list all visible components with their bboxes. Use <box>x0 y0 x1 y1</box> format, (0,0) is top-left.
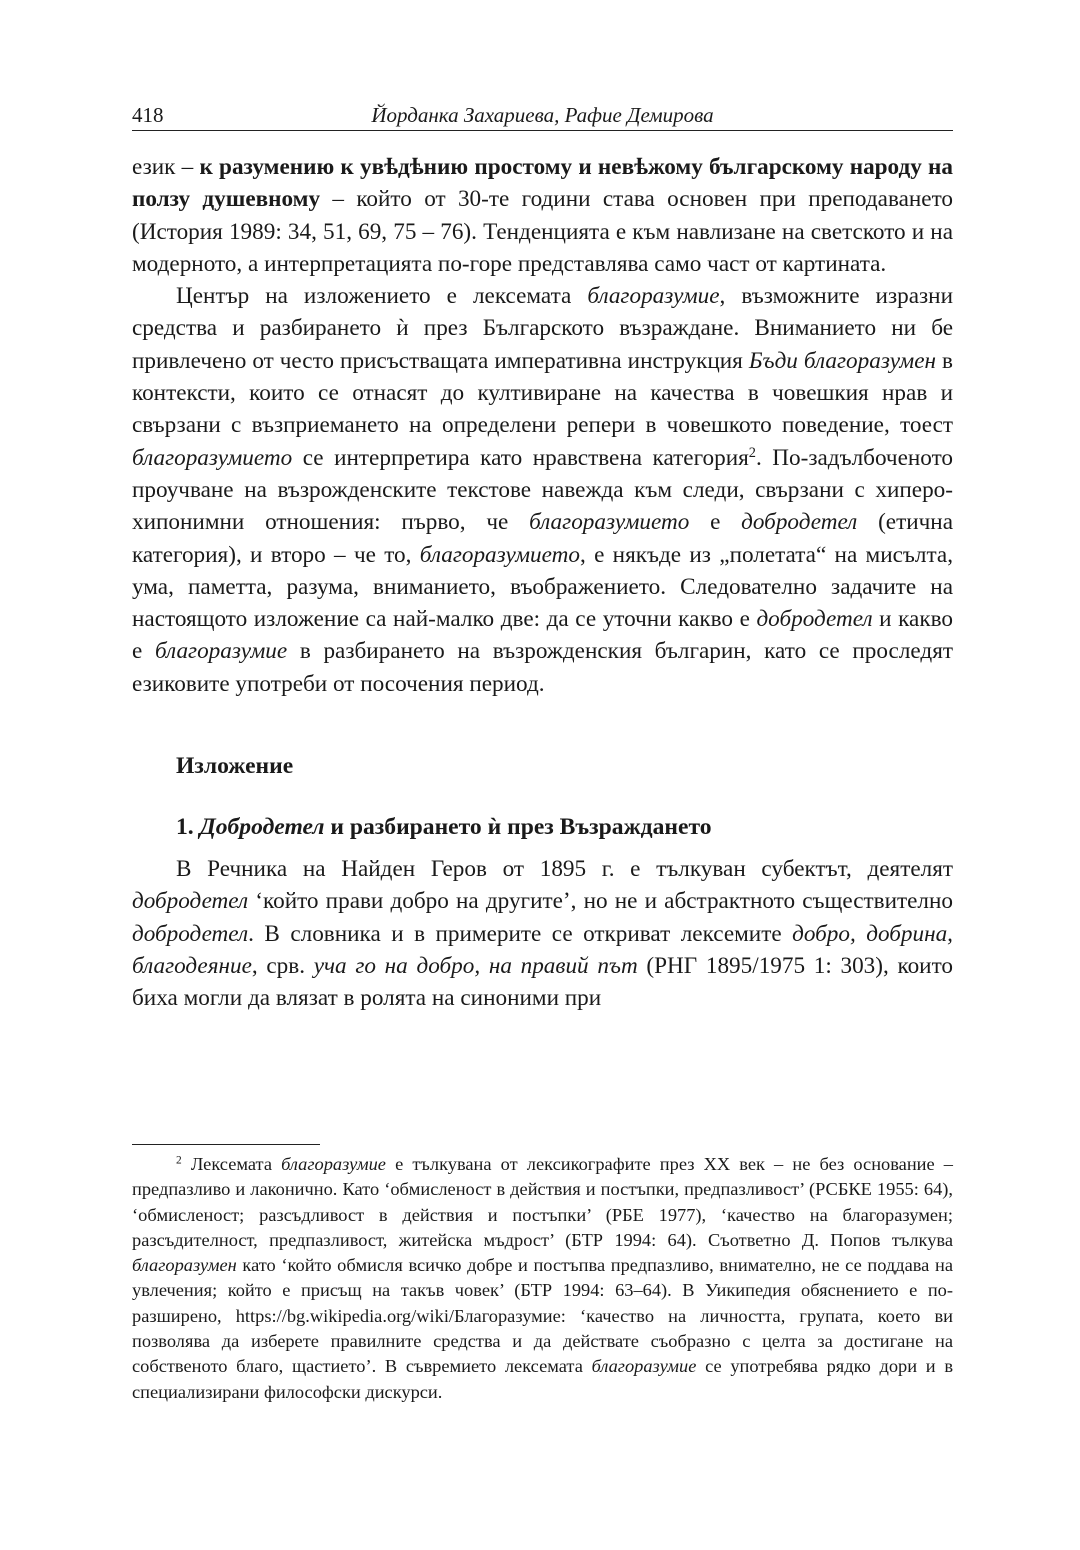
italic-term: добродетел <box>132 888 249 915</box>
footnote-number: 2 <box>176 1154 182 1167</box>
subsection-number: 1. <box>176 814 194 841</box>
footnotes <box>132 1152 953 1405</box>
italic-term: Бъди благоразумен <box>748 347 937 374</box>
body-text <box>132 151 953 1015</box>
text-run: – който от 30-те години става основен при преподаването (История 1989: 34, 51, 69, 75 – 76). Тенденцията е към навлизане на светското и на модерното, а интерпретацията по-горе представлява само част от картината. <box>132 186 953 277</box>
italic-term: благоразумието <box>419 541 580 568</box>
page <box>132 100 953 1015</box>
running-header <box>132 100 953 131</box>
italic-term: добродетел <box>741 509 858 536</box>
text-run: и какво е <box>132 606 953 665</box>
italic-term: благоразумен <box>132 1255 237 1276</box>
page-number: 418 <box>132 103 164 127</box>
italic-term: благоразумието <box>529 509 690 536</box>
paragraph-1 <box>132 151 953 280</box>
italic-term: благоразумие <box>154 638 288 665</box>
text-run: се употребява рядко дори и в специализирани философски дискурси. <box>132 1356 954 1402</box>
italic-term: благоразумие <box>587 283 720 310</box>
text-run: в контексти, които се отнасят до култивиране на качества в човешкия нрав и свързани с възприемането на определени репери в човешкото поведение, тоест <box>132 347 954 439</box>
subsection-title: и разбирането ѝ през Възраждането <box>324 814 712 841</box>
text-run: в разбирането на възрожденския българин, като се проследят езиковите употреби от посочения период. <box>132 638 953 697</box>
text-run: Център на изложението е лексемата <box>176 283 588 310</box>
text-run: Лексемата <box>181 1154 282 1174</box>
section-heading: Изложение <box>176 753 294 780</box>
italic-term: благоразумие <box>591 1356 697 1377</box>
footnote-divider <box>132 1144 320 1145</box>
text-run: се интерпретира като нравствена категория <box>292 444 749 471</box>
bold-quote: к разумению к увѣдѣнию простому и невѣжому българскому народу на ползу душевному <box>132 154 953 213</box>
text-run: . В словника и в примерите се откриват лексемите <box>248 920 793 947</box>
text-run: е тълкувана от лексикографите през XX век – не без основание – предпазливо и лаконично. Като ‘обмисленост в действия и постъпки, предпазливост’ (РСБКЕ 1955: 64), ‘обмисленост; разсъдливост в действия и постъпки’ (РБЕ 1977), ‘качество на благоразумен; разсъдителност, предпазливост, житейска мъдрост’ (БТР 1994: 64). Съответно Д. Попов тълкува <box>132 1154 953 1250</box>
text-run: (РНГ 1895/1975 1: 303), които биха могли да влязат в ролята на синоними при <box>132 952 953 1012</box>
subsection-title-italic: Добродетел <box>199 814 325 841</box>
paragraph-2 <box>132 280 953 700</box>
text-run: език – <box>132 154 200 180</box>
italic-term: добродетел <box>132 920 249 947</box>
text-run: като ‘който обмисля всичко добре и постъпва предпазливо, внимателно, не се поддава на увлечения; който е присъщ на такъв човек’ (БТР 1994: 63–64). В Уикипедия обяснението е по-разширено, https://bg.wikipedia.org/wiki/Благоразумие: ‘качество на личността, групата, което ви позволява да изберете правилните средства и да действате съобразно с целта за достигане на собственото благо, щастието’. В съвремието лексемата <box>132 1255 953 1377</box>
text-run: , е някъде из „полетата“ на мисълта, ума, паметта, разума, вниманието, въображението. Следователно задачите на настоящото изложение са най-малко две: да се уточни какво е <box>132 541 953 633</box>
subsection-heading <box>176 811 953 843</box>
text-run: , възможните изразни средства и разбирането ѝ през Българското възраждане. Вниманието ни бе привлечено от често присъстващата императивна инструкция <box>132 283 953 374</box>
footnote-2 <box>132 1152 953 1405</box>
text-run: ‘който прави добро на другите’, но не и абстрактното съществително <box>248 888 953 915</box>
text-run: (етична категория), и второ – че то, <box>132 509 953 568</box>
paragraph-3 <box>132 853 953 1014</box>
italic-term: добро, добрина, благодеяние <box>132 920 953 979</box>
text-run: . По-задълбоченото проучване на възрожденските текстове навежда към следи, свързани с хиперо-хипонимни отношения: първо, че <box>132 444 954 536</box>
text-run: е <box>689 509 742 536</box>
italic-term: добродетел <box>756 606 873 633</box>
text-run: В Речника на Найден Геров от 1895 г. е тълкуван субектът, деятелят <box>176 856 953 883</box>
italic-term: уча го на добро, на правий път <box>313 952 638 979</box>
italic-term: благоразумието <box>132 444 293 471</box>
text-run: , срв. <box>251 952 314 979</box>
italic-term: благоразумие <box>281 1154 386 1174</box>
running-title: Йорданка Захариева, Рафие Демирова <box>371 103 714 127</box>
footnote-reference[interactable]: 2 <box>748 444 756 461</box>
